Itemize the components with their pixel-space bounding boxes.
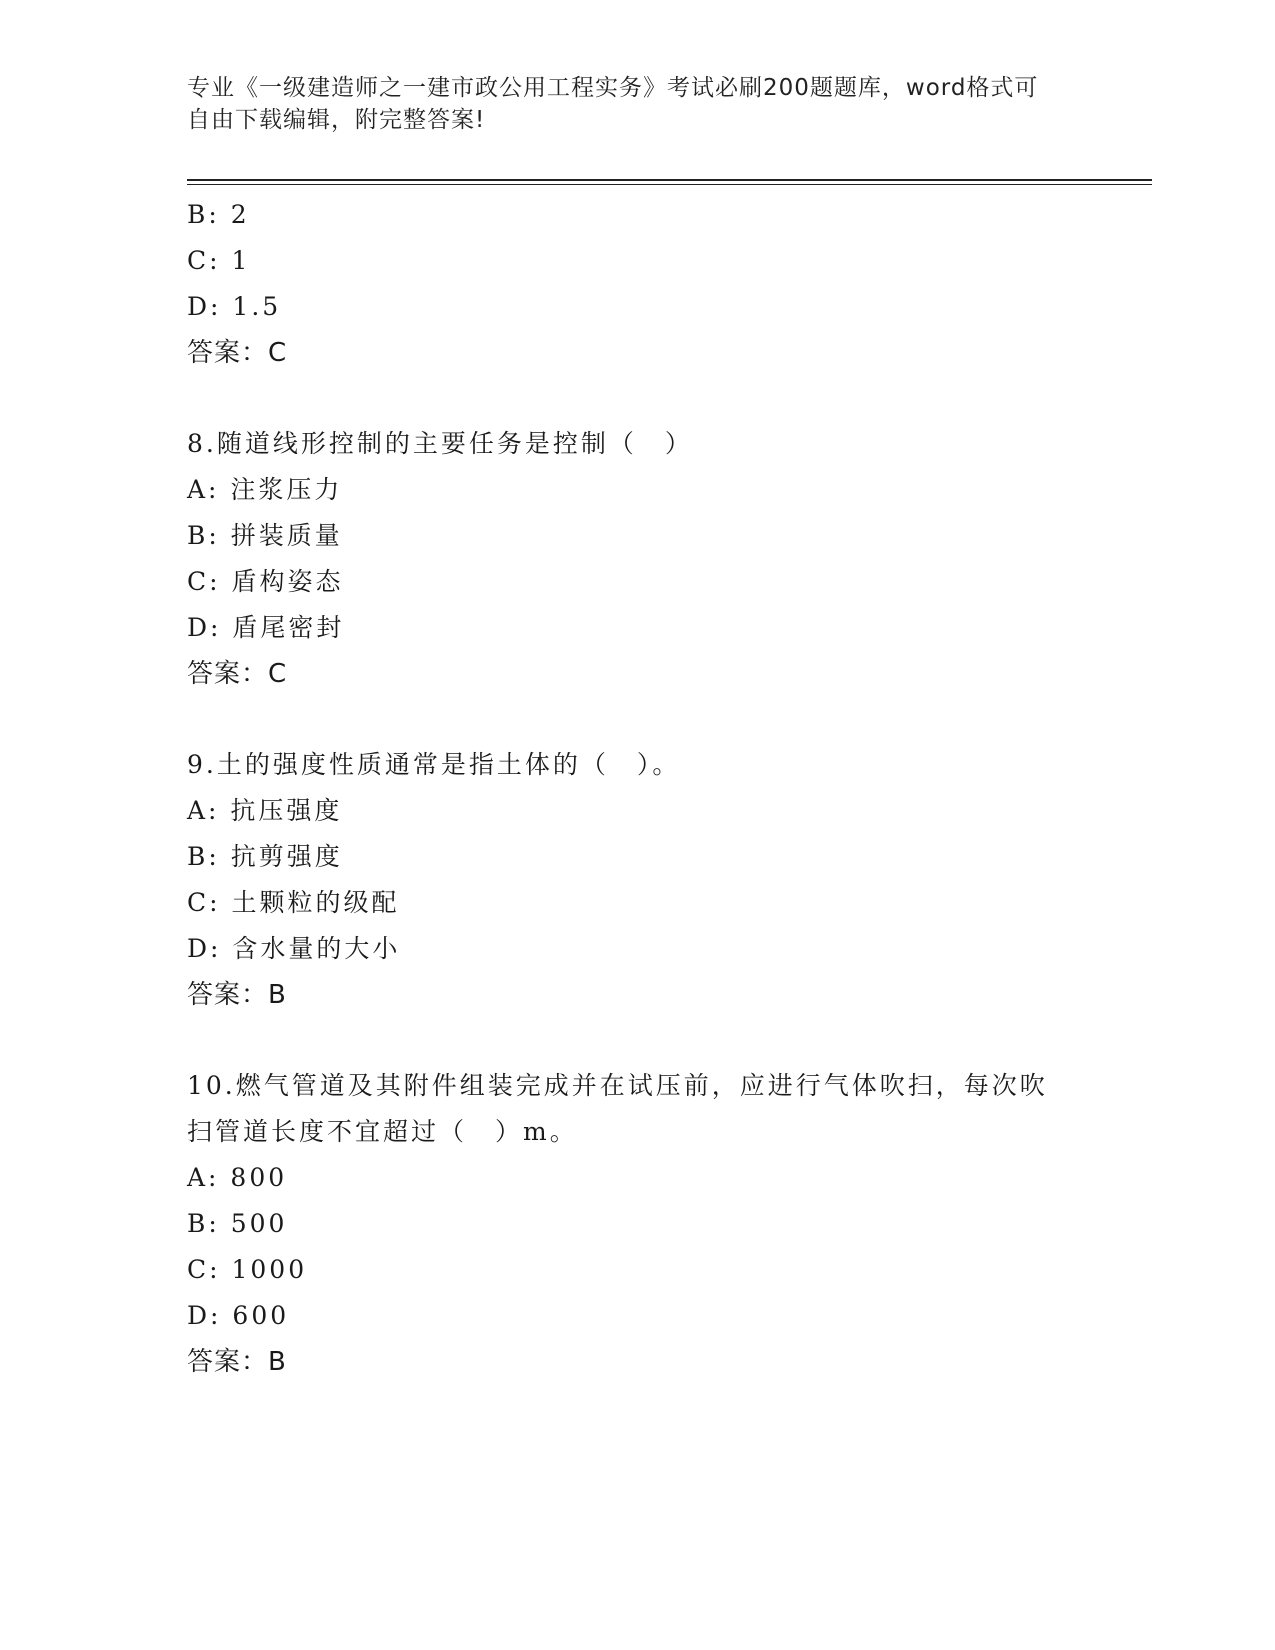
option-c: C: 盾构姿态 [187,567,344,596]
option-b: B: 抗剪强度 [187,842,343,871]
question-9 [187,742,1087,1018]
option-a: A: 注浆压力 [187,475,343,504]
option-d: D: 盾尾密封 [187,613,345,642]
answer-line: 答案：C [187,338,288,368]
option-b: B: 拼装质量 [187,521,343,550]
option-b: B: 2 [187,200,250,229]
question-8 [187,421,1087,697]
option-a: A: 800 [187,1163,288,1192]
answer-line: 答案：B [187,1347,287,1377]
question-10 [187,1063,1087,1385]
option-a: A: 抗压强度 [187,796,343,825]
question-continued [187,192,1087,376]
option-d: D: 含水量的大小 [187,934,401,963]
header-line-2: 自由下载编辑，附完整答案! [187,107,486,133]
question-list [187,192,1087,1385]
option-b: B: 500 [187,1209,288,1238]
option-c: C: 1 [187,246,251,275]
header-line-1: 专业《一级建造师之一建市政公用工程实务》考试必刷200题题库，word格式可 [187,75,1039,101]
document-header [187,72,1067,136]
option-d: D: 600 [187,1301,290,1330]
question-stem-line-1: 10.燃气管道及其附件组装完成并在试压前，应进行气体吹扫，每次吹 [187,1071,1048,1100]
question-stem: 9.土的强度性质通常是指土体的（ ）。 [187,750,681,779]
option-c: C: 1000 [187,1255,308,1284]
answer-line: 答案：B [187,980,287,1010]
option-c: C: 土颗粒的级配 [187,888,400,917]
question-stem-line-2: 扫管道长度不宜超过（ ）m。 [187,1117,578,1146]
header-rule-thick [187,179,1152,181]
header-rule-thin [187,184,1152,185]
option-d: D: 1.5 [187,292,282,321]
answer-line: 答案：C [187,659,288,689]
question-stem: 8.随道线形控制的主要任务是控制（ ） [187,429,693,458]
